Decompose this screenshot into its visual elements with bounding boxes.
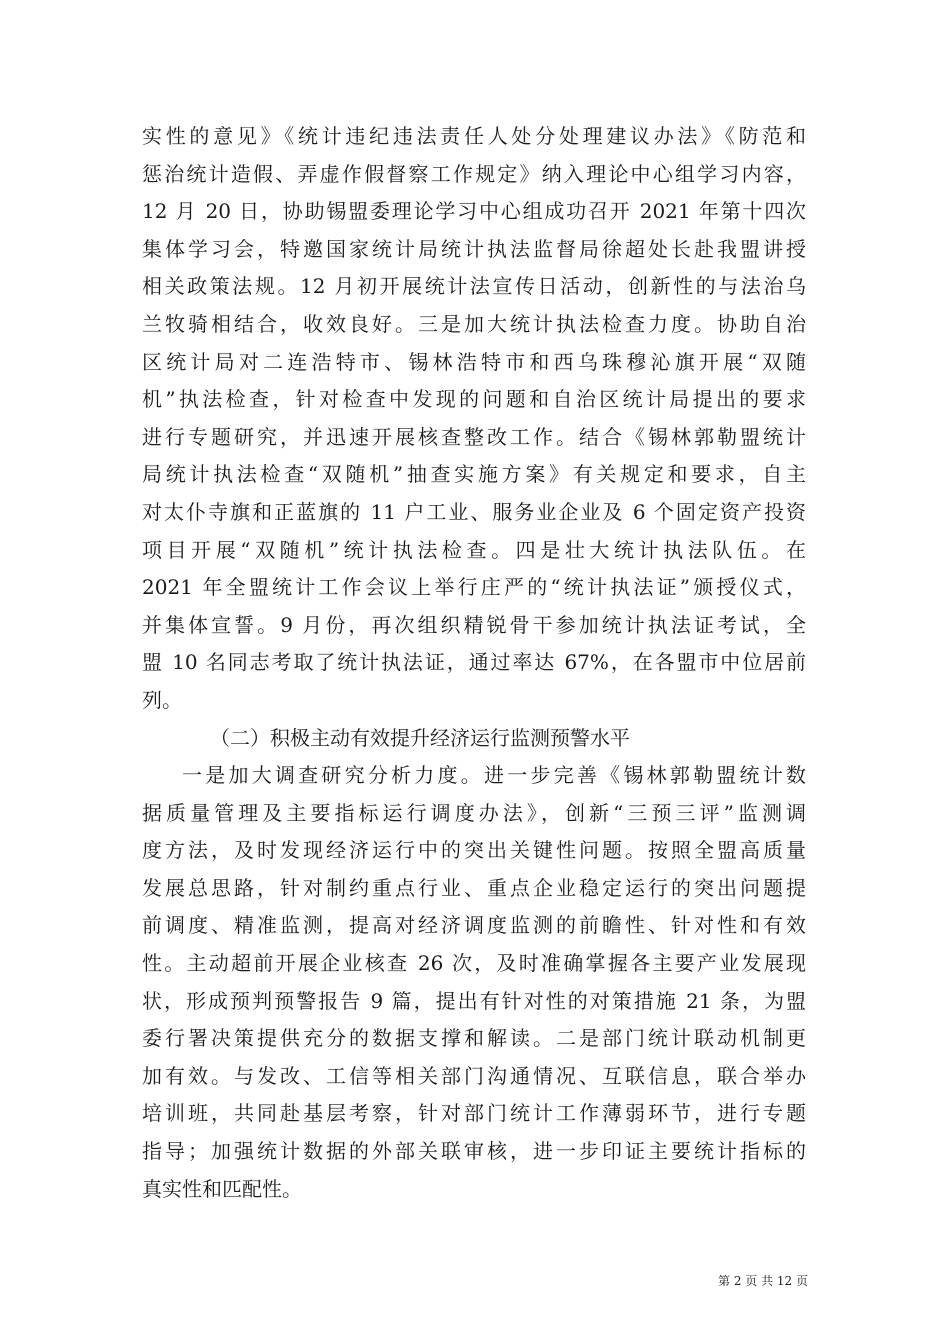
text-line: 集体学习会，特邀国家统计局统计执法监督局徐超处长赴我盟讲授 — [142, 236, 806, 261]
text-line: 2021 年全盟统计工作会议上举行庄严的“统计执法证”颁授仪式， — [142, 575, 806, 600]
text-line: 进行专题研究，并迅速开展核查整改工作。结合《锡林郭勒盟统计 — [142, 424, 806, 449]
text-line: 据质量管理及主要指标运行调度办法》，创新“三预三评”监测调 — [142, 800, 806, 825]
text-line: 并集体宣誓。9 月份，再次组织精锐骨干参加统计执法证考试，全 — [142, 612, 806, 637]
text-line: 发展总思路，针对制约重点行业、重点企业稳定运行的突出问题提 — [142, 875, 806, 900]
text-line: 前调度、精准监测，提高对经济调度监测的前瞻性、针对性和有效 — [142, 913, 806, 938]
text-line: 度方法，及时发现经济运行中的突出关键性问题。按照全盟高质量 — [142, 838, 806, 863]
text-line: 项目开展“双随机”统计执法检查。四是壮大统计执法队伍。在 — [142, 537, 806, 562]
page-number-footer: 第 2 页 共 12 页 — [718, 1274, 808, 1288]
text-line: 相关政策法规。12 月初开展统计法宣传日活动，创新性的与法治乌 — [142, 274, 806, 299]
text-line: 委行署决策提供充分的数据支撑和解读。二是部门统计联动机制更 — [142, 1026, 806, 1051]
section-heading: （二）积极主动有效提升经济运行监测预警水平 — [210, 725, 630, 750]
text-line: 真实性和匹配性。 — [142, 1176, 302, 1201]
text-line: 12 月 20 日，协助锡盟委理论学习中心组成功召开 2021 年第十四次 — [142, 199, 806, 224]
text-line: 区统计局对二连浩特市、锡林浩特市和西乌珠穆沁旗开展“双随 — [142, 349, 806, 374]
text-line: 培训班，共同赴基层考察，针对部门统计工作薄弱环节，进行专题 — [142, 1101, 806, 1126]
text-line: 惩治统计造假、弄虚作假督察工作规定》纳入理论中心组学习内容， — [142, 161, 806, 186]
text-line: 机”执法检查，针对检查中发现的问题和自治区统计局提出的要求 — [142, 387, 806, 412]
text-line: 指导；加强统计数据的外部关联审核，进一步印证主要统计指标的 — [142, 1139, 806, 1164]
text-line: 列。 — [142, 687, 182, 712]
text-line: 状，形成预判预警报告 9 篇，提出有针对性的对策措施 21 条，为盟 — [142, 988, 806, 1013]
text-line: 兰牧骑相结合，收效良好。三是加大统计执法检查力度。协助自治 — [142, 311, 806, 336]
text-line: 实性的意见》《统计违纪违法责任人处分处理建议办法》《防范和 — [142, 124, 806, 148]
text-line: 局统计执法检查“双随机”抽查实施方案》有关规定和要求，自主 — [142, 462, 806, 487]
document-body — [142, 118, 806, 1208]
text-line: 性。主动超前开展企业核查 26 次，及时准确掌握各主要产业发展现 — [142, 951, 806, 976]
paragraph-first-line: 一是加大调查研究分析力度。进一步完善《锡林郭勒盟统计数 — [182, 763, 806, 788]
text-line: 对太仆寺旗和正蓝旗的 11 户工业、服务业企业及 6 个固定资产投资 — [142, 499, 806, 524]
text-line: 加有效。与发改、工信等相关部门沟通情况、互联信息，联合举办 — [142, 1063, 806, 1088]
text-line: 盟 10 名同志考取了统计执法证，通过率达 67%，在各盟市中位居前 — [142, 650, 806, 675]
